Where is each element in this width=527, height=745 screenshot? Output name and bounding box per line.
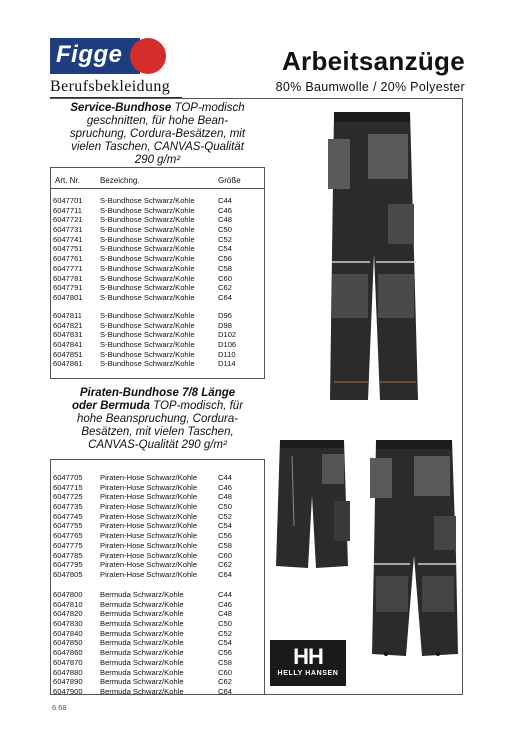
logo-red-circle [130,38,166,74]
product-size: D98 [218,320,232,330]
product-name: Piraten-Hose Schwarz/Kohle [100,502,198,512]
product-size: C56 [218,648,232,658]
product-size: C58 [218,263,232,273]
product-name: Piraten-Hose Schwarz/Kohle [100,560,198,570]
table-row [50,340,265,350]
product-size: C54 [218,521,232,531]
section1-line4: vielen Taschen, CANVAS-Qualität [71,141,244,153]
product-name: Bermuda Schwarz/Kohle [100,599,184,609]
article-number: 6047870 [53,657,83,667]
col-bezeichnung: Bezeichng. [100,176,140,185]
product-size: C46 [218,205,232,215]
table-row [50,359,265,369]
table-row [50,206,265,216]
product-name: S-Bundhose Schwarz/Kohle [100,330,195,340]
product-size: D96 [218,311,232,320]
product-size: C54 [218,638,232,648]
product-size: C64 [218,292,232,302]
page-title: Arbeitsanzüge [281,46,465,76]
product-size: C62 [218,560,232,570]
article-number: 6047820 [53,609,83,619]
table-row [50,350,265,360]
table-row [50,609,265,619]
product-size: C48 [218,492,232,502]
table-row [50,638,265,648]
table-row [50,330,265,340]
product-name: Piraten-Hose Schwarz/Kohle [100,473,198,482]
product-size: C46 [218,599,232,609]
article-number: 6047830 [53,619,83,629]
section2-line4: CANVAS-Qualität 290 g/m² [88,439,227,451]
product-size: C64 [218,569,232,579]
column-header-rule [50,188,265,189]
logo-text: Figge [56,41,123,68]
product-name: Bermuda Schwarz/Kohle [100,686,184,696]
product-name: Bermuda Schwarz/Kohle [100,609,184,619]
product-name: S-Bundhose Schwarz/Kohle [100,292,195,302]
product-name: S-Bundhose Schwarz/Kohle [100,215,195,225]
table-row [50,541,265,551]
product-name: S-Bundhose Schwarz/Kohle [100,359,195,369]
product-name: S-Bundhose Schwarz/Kohle [100,349,195,359]
product-size: C56 [218,254,232,264]
table-row [50,483,265,493]
table-row [50,521,265,531]
section1-line2: geschnitten, für hohe Bean- [86,115,229,127]
hh-name: HELLY HANSEN [277,670,339,677]
article-number: 6047861 [53,359,83,369]
article-number: 6047755 [53,521,83,531]
product-name: Bermuda Schwarz/Kohle [100,590,184,599]
article-number: 6047821 [53,320,83,330]
product-size: C48 [218,609,232,619]
product-name: Piraten-Hose Schwarz/Kohle [100,550,198,560]
product-name: S-Bundhose Schwarz/Kohle [100,244,195,254]
product-size: C44 [218,590,232,599]
product-size: C58 [218,540,232,550]
section2-name2: oder Bermuda [71,400,150,412]
table-row [50,196,265,206]
article-number: 6047711 [53,205,82,215]
article-number: 6047781 [53,273,83,283]
product-name: Bermuda Schwarz/Kohle [100,619,184,629]
table2 [50,473,265,580]
product-name: Bermuda Schwarz/Kohle [100,638,184,648]
product-name: S-Bundhose Schwarz/Kohle [100,311,195,320]
product-size: D106 [218,340,237,350]
product-name: S-Bundhose Schwarz/Kohle [100,234,195,244]
bermuda-shorts-image [272,436,352,571]
product-size: D114 [218,359,236,369]
product-size: C60 [218,667,232,677]
product-size: C50 [218,502,232,512]
product-name: S-Bundhose Schwarz/Kohle [100,196,195,205]
table-row [50,629,265,639]
table-row [50,215,265,225]
product-name: Bermuda Schwarz/Kohle [100,628,184,638]
table-row [50,225,265,235]
table-row [50,244,265,254]
product-size: C52 [218,628,232,638]
table-row [50,293,265,303]
product-name: S-Bundhose Schwarz/Kohle [100,205,195,215]
table-row [50,560,265,570]
article-number: 6047841 [53,340,83,350]
product-name: S-Bundhose Schwarz/Kohle [100,283,195,293]
article-number: 6047751 [53,244,83,254]
article-number: 6047735 [53,502,83,512]
article-number: 6047831 [53,330,83,340]
article-number: 6047811 [53,311,82,320]
product-name: Bermuda Schwarz/Kohle [100,677,184,687]
article-number: 6047725 [53,492,83,502]
product-name: Piraten-Hose Schwarz/Kohle [100,569,198,579]
section2-line1: TOP-modisch, für [149,400,244,412]
article-number: 6047851 [53,349,83,359]
product-name: Piraten-Hose Schwarz/Kohle [100,521,198,531]
section1-line5: 290 g/m² [134,154,181,166]
col-groesse: Größe [218,176,241,185]
col-art-nr: Art. Nr. [55,176,80,185]
article-number: 6047800 [53,590,83,599]
section1-line1: TOP-modisch [171,102,245,114]
table1b [50,311,265,369]
product-size: C44 [218,473,232,482]
product-size: C52 [218,234,232,244]
product-name: Piraten-Hose Schwarz/Kohle [100,540,198,550]
product-size: C58 [218,657,232,667]
article-number: 6047801 [53,292,83,302]
article-number: 6047705 [53,473,83,482]
table-row [50,235,265,245]
article-number: 6047721 [53,215,83,225]
table-row [50,590,265,600]
table-row [50,283,265,293]
table-row [50,687,265,697]
product-name: S-Bundhose Schwarz/Kohle [100,263,195,273]
product-size: D102 [218,330,237,340]
service-trousers-image [322,104,422,404]
product-name: S-Bundhose Schwarz/Kohle [100,225,195,235]
product-name: Piraten-Hose Schwarz/Kohle [100,482,198,492]
helly-hansen-logo [270,640,346,686]
article-number: 6047741 [53,234,83,244]
table-row [50,321,265,331]
article-number: 6047745 [53,511,83,521]
article-number: 6047805 [53,569,83,579]
product-size: C60 [218,550,232,560]
table2b [50,590,265,697]
material-subtitle: 80% Baumwolle / 20% Polyester [275,80,465,94]
table-row [50,648,265,658]
product-name: Piraten-Hose Schwarz/Kohle [100,492,198,502]
article-number: 6047701 [53,196,83,205]
table-row [50,264,265,274]
article-number: 6047715 [53,482,83,492]
product-size: D110 [218,349,236,359]
article-number: 6047775 [53,540,83,550]
product-name: Piraten-Hose Schwarz/Kohle [100,531,198,541]
article-number: 6047810 [53,599,83,609]
table-row [50,311,265,321]
figge-logo [50,38,164,74]
pirate-trousers-image [366,436,462,661]
section1-name: Service-Bundhose [70,102,172,114]
article-number: 6047731 [53,225,83,235]
product-size: C48 [218,215,232,225]
product-size: C46 [218,482,232,492]
section2-line3: Besätzen, mit vielen Taschen, [81,426,234,438]
product-size: C50 [218,225,232,235]
article-number: 6047785 [53,550,83,560]
article-number: 6047900 [53,686,83,696]
table-row [50,668,265,678]
article-number: 6047765 [53,531,83,541]
product-name: Bermuda Schwarz/Kohle [100,657,184,667]
article-number: 6047771 [53,263,83,273]
article-number: 6047791 [53,283,83,293]
section1-line3: spruchung, Cordura-Besätzen, mit [69,128,246,140]
product-size: C54 [218,244,232,254]
table-row [50,531,265,541]
table-row [50,473,265,483]
table-row [50,502,265,512]
tagline: Berufsbekleidung [50,78,171,95]
product-size: C62 [218,677,232,687]
product-size: C64 [218,686,232,696]
product-name: Piraten-Hose Schwarz/Kohle [100,511,198,521]
product-size: C62 [218,283,232,293]
product-name: S-Bundhose Schwarz/Kohle [100,320,195,330]
article-number: 6047880 [53,667,83,677]
product-size: C44 [218,196,232,205]
article-number: 6047795 [53,560,83,570]
table-row [50,551,265,561]
article-number: 6047761 [53,254,83,264]
hh-mark: HH [293,644,323,669]
table-row [50,600,265,610]
page-number: 6.68 [52,703,67,712]
product-size: C60 [218,273,232,283]
product-name: S-Bundhose Schwarz/Kohle [100,340,195,350]
product-size: C56 [218,531,232,541]
product-name: S-Bundhose Schwarz/Kohle [100,273,195,283]
table-row [50,512,265,522]
table1 [50,196,265,303]
product-name: S-Bundhose Schwarz/Kohle [100,254,195,264]
table-row [50,492,265,502]
article-number: 6047850 [53,638,83,648]
section2-heading [50,378,265,460]
table-row [50,619,265,629]
section1-heading [50,98,265,168]
product-size: C50 [218,619,232,629]
product-name: Bermuda Schwarz/Kohle [100,648,184,658]
product-size: C52 [218,511,232,521]
table-row [50,658,265,668]
article-number: 6047890 [53,677,83,687]
article-number: 6047860 [53,648,83,658]
article-number: 6047840 [53,628,83,638]
section2-line2: hohe Beanspruchung, Cordura- [76,413,239,425]
table-row [50,677,265,687]
table-row [50,254,265,264]
product-name: Bermuda Schwarz/Kohle [100,667,184,677]
table-row [50,274,265,284]
table-row [50,570,265,580]
section2-name: Piraten-Bundhose 7/8 Länge [79,387,236,399]
